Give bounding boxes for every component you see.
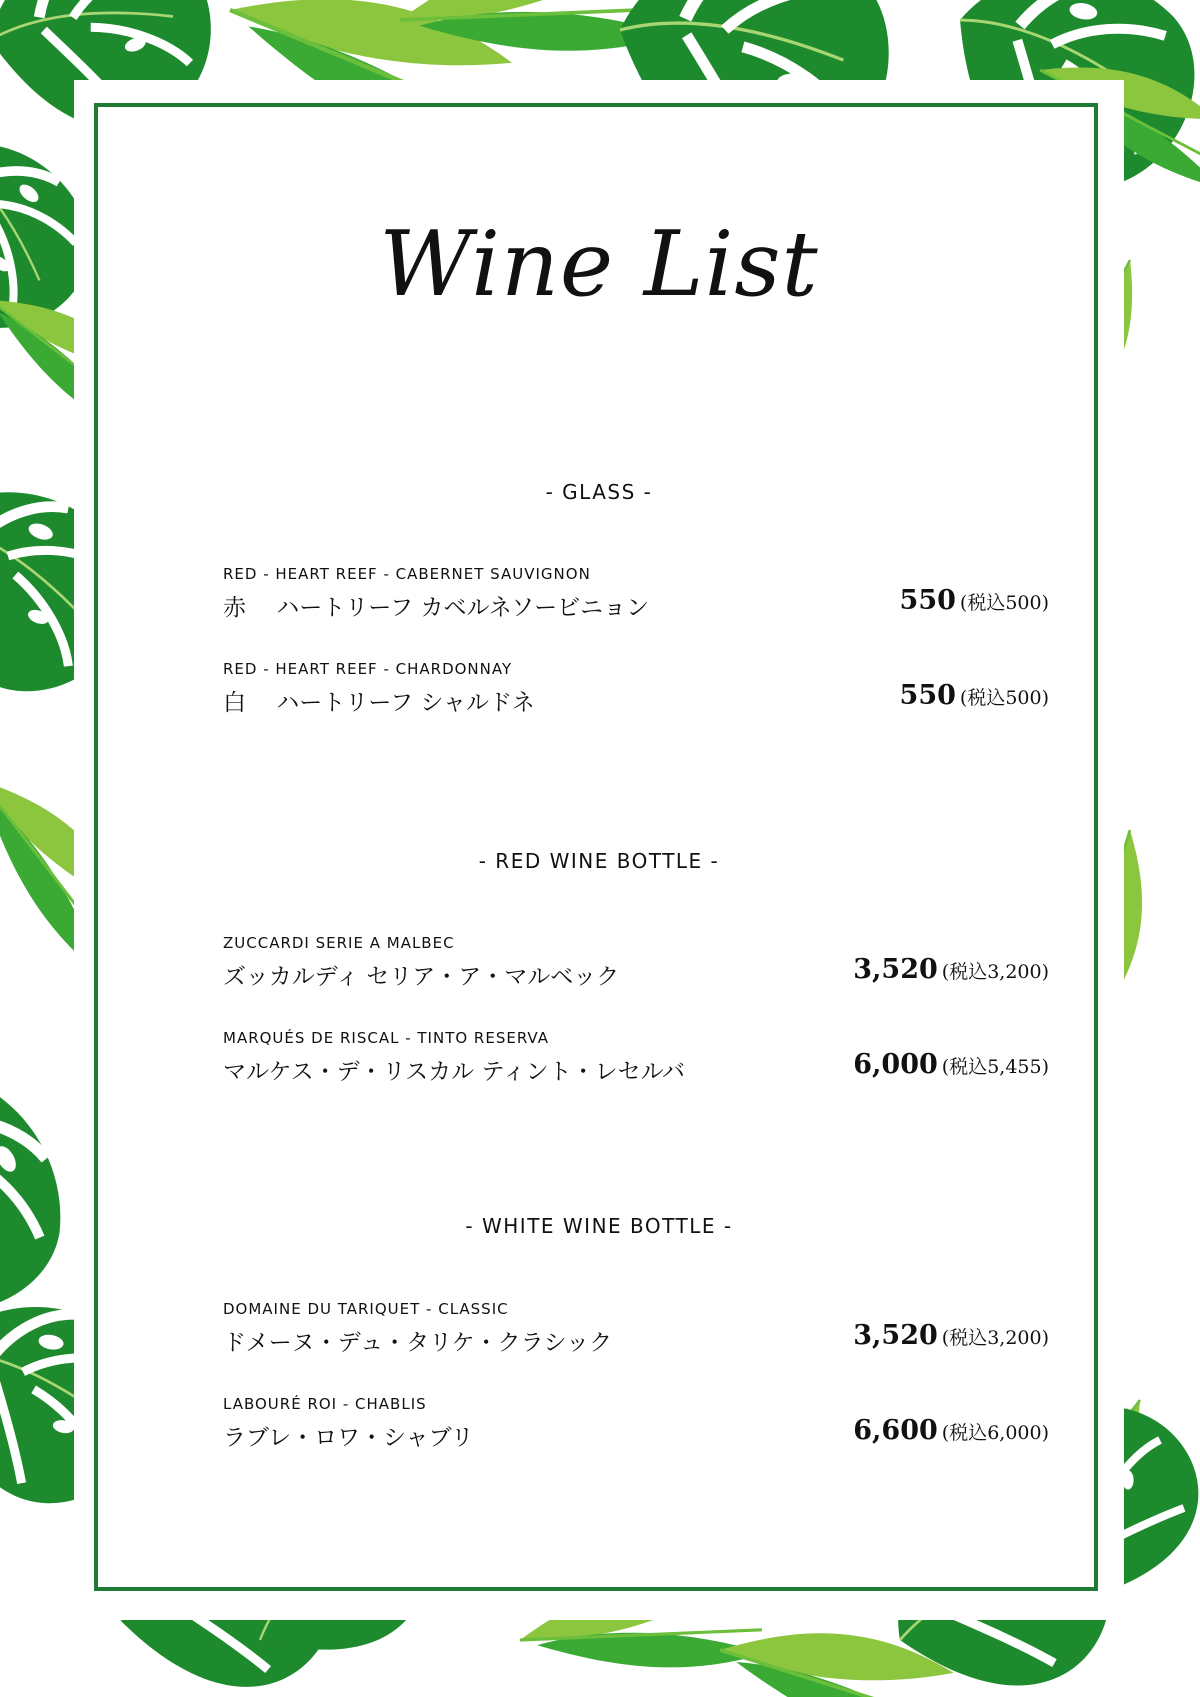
item-price: 6,600 bbox=[853, 1415, 938, 1446]
item-price-tax: (税込500) bbox=[959, 592, 1049, 614]
item-price-group bbox=[853, 954, 1049, 985]
menu-item bbox=[223, 660, 1049, 732]
item-name-en: RED - HEART REEF - CABERNET SAUVIGNON bbox=[223, 565, 591, 583]
item-name-en: MARQUÉS DE RISCAL - TINTO RESERVA bbox=[223, 1029, 549, 1047]
item-name-ja: ズッカルディ セリア・ア・マルベック bbox=[223, 964, 620, 990]
item-price: 550 bbox=[899, 680, 956, 711]
item-price-group bbox=[853, 1415, 1049, 1446]
section-heading-white-wine: - WHITE WINE BOTTLE - bbox=[465, 1214, 733, 1238]
menu-item bbox=[223, 1029, 1049, 1101]
item-price-tax: (税込6,000) bbox=[941, 1422, 1049, 1444]
item-name-ja: マルケス・デ・リスカル ティント・レセルバ bbox=[223, 1059, 686, 1085]
item-price-tax: (税込5,455) bbox=[941, 1056, 1049, 1078]
item-price: 3,520 bbox=[853, 1320, 938, 1351]
item-price-tax: (税込3,200) bbox=[941, 1327, 1049, 1349]
menu-item bbox=[223, 1300, 1049, 1372]
menu-item bbox=[223, 565, 1049, 637]
menu-title: Wine List bbox=[379, 212, 819, 317]
item-name-en: ZUCCARDI SERIE A MALBEC bbox=[223, 934, 455, 952]
item-name-en: DOMAINE DU TARIQUET - CLASSIC bbox=[223, 1300, 509, 1318]
menu-item bbox=[223, 934, 1049, 1006]
item-price: 3,520 bbox=[853, 954, 938, 985]
item-name-ja: ラブレ・ロワ・シャブリ bbox=[223, 1425, 474, 1451]
item-name-en: RED - HEART REEF - CHARDONNAY bbox=[223, 660, 513, 678]
menu-panel bbox=[74, 80, 1124, 1620]
item-price-tax: (税込3,200) bbox=[941, 961, 1049, 983]
item-price-group bbox=[900, 585, 1049, 616]
item-name-en: LABOURÉ ROI - CHABLIS bbox=[223, 1395, 427, 1413]
section-heading-glass: - GLASS - bbox=[545, 480, 653, 504]
section-heading-red-wine: - RED WINE BOTTLE - bbox=[478, 849, 720, 873]
item-price-tax: (税込500) bbox=[959, 687, 1049, 709]
item-name-ja: ドメーヌ・デュ・タリケ・クラシック bbox=[223, 1330, 613, 1356]
item-name-ja: 白 ハートリーフ シャルドネ bbox=[223, 690, 535, 716]
item-price: 550 bbox=[899, 585, 956, 616]
item-name-ja: 赤 ハートリーフ カベルネソービニョン bbox=[223, 595, 650, 621]
item-price-group bbox=[853, 1320, 1049, 1351]
menu-item bbox=[223, 1395, 1049, 1467]
item-price-group bbox=[853, 1049, 1049, 1080]
item-price: 6,000 bbox=[853, 1049, 938, 1080]
item-price-group bbox=[900, 680, 1049, 711]
